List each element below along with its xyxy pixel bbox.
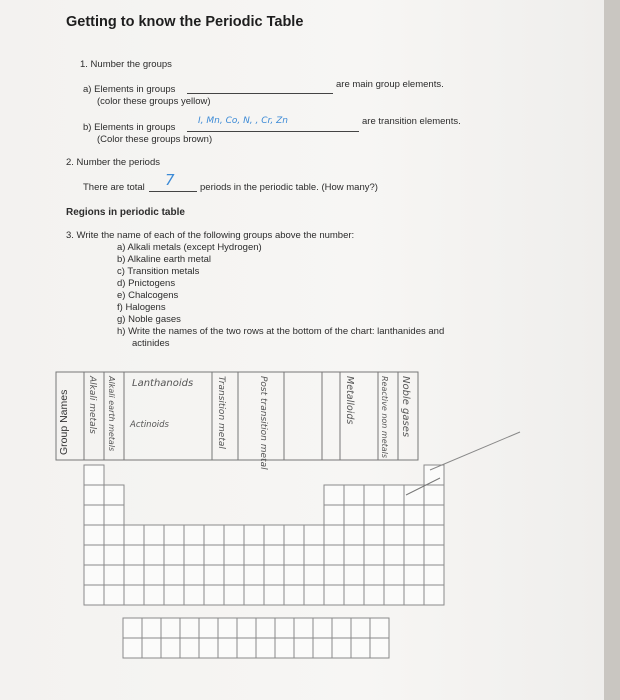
element-cell [184,585,204,605]
element-cell [364,545,384,565]
group-names-label: Group Names [58,389,70,455]
element-cell [404,565,424,585]
element-cell [164,525,184,545]
f-block-cell [256,618,275,638]
element-cell [404,545,424,565]
q1a-text: a) Elements in groups [83,84,176,95]
f-block-cell [294,618,313,638]
element-cell [244,565,264,585]
element-cell [364,485,384,505]
f-block-cell [237,638,256,658]
question-2-label: 2. Number the periods [66,157,160,168]
handwritten-post-transition-metal: Post transition metal [258,376,268,470]
element-cell [124,585,144,605]
question-1-label: 1. Number the groups [80,59,172,70]
element-cell [204,585,224,605]
element-cell [384,485,404,505]
element-cell [384,585,404,605]
element-cell [124,525,144,545]
f-block-cell [161,618,180,638]
q1b-tail: are transition elements. [362,116,461,127]
handwritten-noble-gases: Noble gases [400,376,411,438]
element-cell [144,585,164,605]
q1b-handwritten-answer: I, Mn, Co, N, , Cr, Zn [198,116,289,126]
q1b-text: b) Elements in groups [83,122,176,133]
element-cell [344,585,364,605]
handwritten-lanthanoids: Lanthanoids [132,378,194,389]
element-cell [124,565,144,585]
f-block-cell [199,618,218,638]
element-cell [84,485,104,505]
q1a-instruction: (color these groups yellow) [97,96,211,107]
element-cell [304,565,324,585]
f-block-cell [256,638,275,658]
element-cell [284,525,304,545]
element-cell [384,565,404,585]
element-cell [324,565,344,585]
element-cell [84,585,104,605]
element-cell [104,585,124,605]
f-block-cell [180,618,199,638]
element-cell [304,585,324,605]
element-cell [264,585,284,605]
element-cell [224,545,244,565]
q1b-instruction: (Color these groups brown) [97,134,213,145]
element-cell [424,485,444,505]
element-cell [284,565,304,585]
element-cell [424,525,444,545]
q2-suffix: periods in the periodic table. (How many?) [200,182,378,193]
element-cell [424,545,444,565]
f-block-cell [351,638,370,658]
f-block-cell [275,618,294,638]
f-block-cell [313,638,332,658]
f-block-cell [180,638,199,658]
f-block-cell [218,618,237,638]
q3-item-h-continued: actinides [132,338,170,349]
element-cell [264,525,284,545]
element-cell [404,585,424,605]
element-cell [324,485,344,505]
element-cell [344,505,364,525]
element-cell [144,545,164,565]
f-block-cell [370,618,389,638]
element-cell [164,565,184,585]
f-block-cell [294,638,313,658]
element-cell [304,545,324,565]
element-cell [104,505,124,525]
handwritten-transition-metal: Transition metal [216,376,226,449]
f-block-cell [161,638,180,658]
element-cell [404,525,424,545]
element-cell [364,565,384,585]
element-cell [244,585,264,605]
section-heading: Regions in periodic table [66,207,185,218]
element-cell [284,585,304,605]
f-block-cell [237,618,256,638]
element-cell [344,525,364,545]
f-block-cell [332,618,351,638]
element-cell [184,525,204,545]
q3-item-a: a) Alkali metals (except Hydrogen) [117,242,262,253]
q3-item-g: g) Noble gases [117,314,181,325]
f-block-cell [351,618,370,638]
element-cell [164,585,184,605]
element-cell [324,545,344,565]
element-cell [124,545,144,565]
element-cell [84,565,104,585]
element-cell [384,525,404,545]
f-block-cell [142,618,161,638]
element-cell [324,525,344,545]
element-cell [204,525,224,545]
element-cell [144,525,164,545]
q3-item-d: d) Pnictogens [117,278,176,289]
q3-item-b: b) Alkaline earth metal [117,254,211,265]
element-cell [144,565,164,585]
element-cell [204,565,224,585]
element-cell [204,545,224,565]
f-block-cell [332,638,351,658]
element-cell [344,485,364,505]
element-cell [104,525,124,545]
element-cell [104,545,124,565]
handwritten-alkali-metals: Alkali metals [87,376,97,434]
element-cell [164,545,184,565]
element-cell [84,505,104,525]
element-cell [284,545,304,565]
question-3-label: 3. Write the name of each of the following groups above the number: [66,230,355,241]
f-block-cell [275,638,294,658]
q3-item-e: e) Chalcogens [117,290,179,301]
element-cell [184,545,204,565]
f-block-cell [199,638,218,658]
element-cell [344,565,364,585]
q2-prefix: There are total [83,182,145,193]
element-cell [364,525,384,545]
handwritten-metalloids: Metalloids [344,376,355,425]
element-cell [104,485,124,505]
element-cell [84,545,104,565]
page-title: Getting to know the Periodic Table [66,14,304,30]
handwritten-reactive-nonmetals: Reactive non metals [380,376,389,459]
element-cell [244,545,264,565]
element-cell [384,505,404,525]
element-cell [224,585,244,605]
element-cell [104,565,124,585]
element-cell [364,505,384,525]
element-cell [384,545,404,565]
q3-item-f: f) Halogens [117,302,166,313]
q2-handwritten-answer: 7 [165,171,175,189]
f-block-cell [123,638,142,658]
element-cell [424,585,444,605]
f-block-cell [218,638,237,658]
element-cell [404,505,424,525]
handwritten-actinoids: Actinoids [130,420,169,430]
element-cell [344,545,364,565]
element-cell [324,585,344,605]
f-block-cell [123,618,142,638]
element-cell [264,565,284,585]
q3-item-c: c) Transition metals [117,266,200,277]
q3-item-h: h) Write the names of the two rows at the bottom of the chart: lanthanides and [117,326,445,337]
element-cell [84,465,104,485]
element-cell [424,565,444,585]
f-block-cell [313,618,332,638]
q1a-tail: are main group elements. [336,79,444,90]
element-cell [424,505,444,525]
element-cell [324,505,344,525]
element-cell [244,525,264,545]
element-cell [84,525,104,545]
handwritten-alkali-earth-metals: Alkali earth metals [107,376,116,452]
element-cell [224,565,244,585]
f-block-cell [142,638,161,658]
element-cell [264,545,284,565]
f-block-cell [370,638,389,658]
element-cell [224,525,244,545]
element-cell [304,525,324,545]
element-cell [364,585,384,605]
element-cell [184,565,204,585]
